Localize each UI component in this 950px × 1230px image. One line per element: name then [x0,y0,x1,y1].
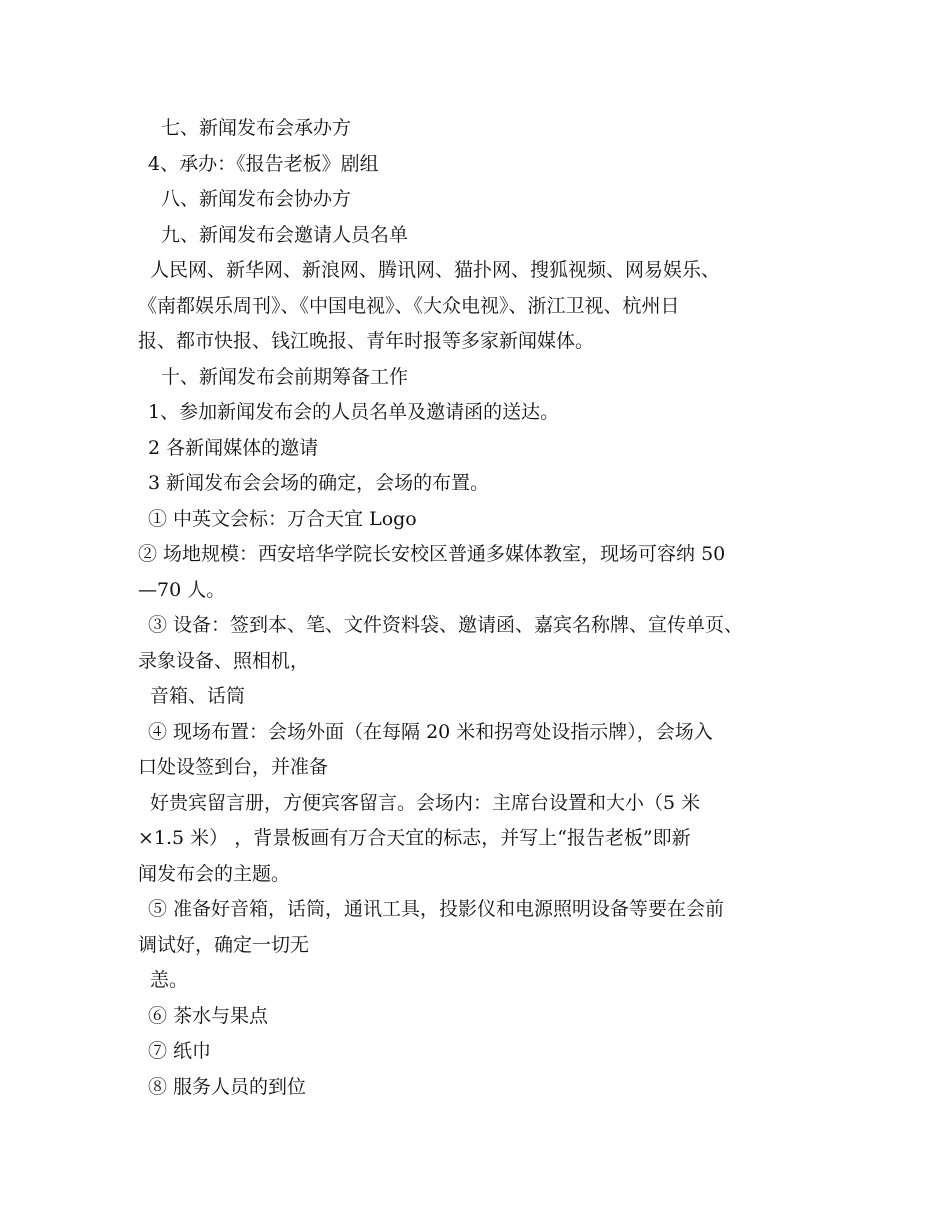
text-line: 《南都娱乐周刊》、《中国电视》、《大众电视》、浙江卫视、杭州日 [138,294,680,317]
text-line: ×1.5 米） ，背景板画有万合天宜的标志，并写上“报告老板”即新 [138,827,691,849]
list-item: ② 场地规模：西安培华学院长安校区普通多媒体教室，现场可容纳 50 [138,543,726,565]
text-line: 调试好，确定一切无 [138,933,310,956]
section-heading-10: 十、新闻发布会前期筹备工作 [161,365,409,388]
text-line: 好贵宾留言册，方便宾客留言。会场内：主席台设置和大小（5 米 [150,791,701,814]
section-heading-7: 七、新闻发布会承办方 [161,117,352,139]
list-item: ① 中英文会标：万合天宜 Logo [148,507,417,530]
list-item: ⑥ 茶水与果点 [148,1004,269,1027]
text-line: 口处设签到台，并准备 [138,756,329,778]
text-line: 2 各新闻媒体的邀请 [148,436,319,459]
text-line: 恙。 [150,969,189,991]
text-line: 人民网、新华网、新浪网、腾讯网、猫扑网、搜狐视频、网易娱乐、 [150,259,721,281]
text-line: 音箱、话筒 [150,685,246,707]
text-line: 4、承办：《报告老板》剧组 [148,152,379,175]
list-item: ⑦ 纸巾 [148,1040,212,1062]
document-body [138,111,838,1105]
list-item: ⑧ 服务人员的到位 [148,1075,307,1098]
text-line: 1、参加新闻发布会的人员名单及邀请函的送达。 [148,401,560,423]
text-line: —70 人。 [138,578,226,601]
text-line: 闻发布会的主题。 [138,862,291,885]
text-line: 3 新闻发布会会场的确定，会场的布置。 [148,472,490,494]
list-item: ③ 设备：签到本、笔、文件资料袋、邀请函、嘉宾名称牌、宣传单页、 [148,614,744,636]
list-item: ④ 现场布置：会场外面（在每隔 20 米和拐弯处设指示牌），会场入 [148,720,713,743]
section-heading-9: 九、新闻发布会邀请人员名单 [161,223,409,246]
list-item: ⑤ 准备好音箱，话筒，通讯工具，投影仪和电源照明设备等要在会前 [148,898,725,920]
text-line: 录象设备、照相机， [138,649,310,672]
section-heading-8: 八、新闻发布会协办方 [161,188,352,210]
text-line: 报、都市快报、钱江晚报、青年时报等多家新闻媒体。 [138,330,595,352]
